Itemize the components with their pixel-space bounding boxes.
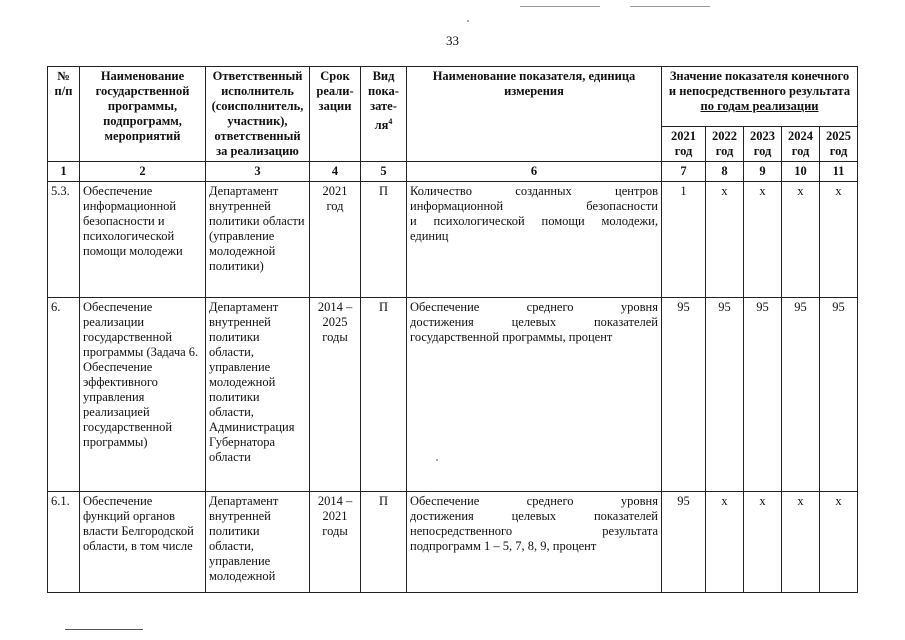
footnote-rule	[65, 629, 143, 630]
indicator-line: достижения целевых показателей	[410, 315, 658, 329]
header-number: № п/п	[48, 67, 80, 162]
row-value-2022: х	[706, 182, 744, 298]
row-name: Обеспечение информационной безопасности и психологической помощи молодежи	[80, 182, 206, 298]
row-value-2025: х	[820, 492, 858, 593]
column-number: 8	[706, 162, 744, 182]
row-value-2021: 1	[662, 182, 706, 298]
scan-dot	[467, 20, 469, 22]
header-year: 2022 год	[706, 127, 744, 162]
column-numbers-row	[48, 162, 858, 182]
indicator-line: Количество созданных центров	[410, 184, 658, 198]
header-year: 2025 год	[820, 127, 858, 162]
column-number: 9	[744, 162, 782, 182]
row-number: 6.	[48, 298, 80, 492]
header-indicator-type	[361, 67, 407, 162]
row-name: Обеспечение реализации государственной программы (Задача 6. Обеспечение эффективного управления реализацией государственной программы)	[80, 298, 206, 492]
row-value-2024: х	[782, 492, 820, 593]
header-values	[662, 67, 858, 127]
row-value-2023: 95	[744, 298, 782, 492]
indicator-line: информационной безопасности	[410, 199, 658, 213]
row-value-2023: х	[744, 182, 782, 298]
header-term: Срок реали-зации	[310, 67, 361, 162]
indicator-line: подпрограмм 1 – 5, 7, 8, 9, процент	[410, 539, 597, 553]
column-number: 5	[361, 162, 407, 182]
row-indicator	[407, 182, 662, 298]
column-number: 11	[820, 162, 858, 182]
header-row	[48, 67, 858, 127]
column-number: 4	[310, 162, 361, 182]
top-rule-left	[520, 6, 600, 7]
row-value-2025: 95	[820, 298, 858, 492]
top-rule-right	[630, 6, 710, 7]
row-executor: Департамент внутренней политики области, управление молодежной политики области, Администрация Губернатора области	[206, 298, 310, 492]
table-row	[48, 492, 858, 593]
header-values-subtitle: по годам реализации	[700, 99, 819, 113]
indicator-line: непосредственного результата	[410, 524, 658, 538]
column-number: 3	[206, 162, 310, 182]
header-year: 2021 год	[662, 127, 706, 162]
header-indicator-name: Наименование показателя, единица измерения	[407, 67, 662, 162]
indicator-table	[47, 66, 858, 593]
row-name: Обеспечение функций органов власти Белгородской области, в том числе	[80, 492, 206, 593]
table-row	[48, 298, 858, 492]
row-type: П	[361, 492, 407, 593]
row-term: 2021 год	[310, 182, 361, 298]
row-value-2022: х	[706, 492, 744, 593]
row-value-2024: 95	[782, 298, 820, 492]
column-number: 10	[782, 162, 820, 182]
header-executor: Ответственный исполнитель (соисполнитель, участник), ответственный за реализацию	[206, 67, 310, 162]
footnote-marker: 4	[388, 117, 393, 126]
row-number: 5.3.	[48, 182, 80, 298]
row-term: 2014 – 2025 годы	[310, 298, 361, 492]
row-executor: Департамент внутренней политики области, управление молодежной	[206, 492, 310, 593]
header-values-title: Значение показателя конечного и непосредственного результата	[668, 69, 851, 98]
table-row	[48, 182, 858, 298]
header-indicator-type-text: Вид пока-зате-ля	[368, 69, 399, 133]
row-number: 6.1.	[48, 492, 80, 593]
column-number: 7	[662, 162, 706, 182]
column-number: 6	[407, 162, 662, 182]
header-year: 2023 год	[744, 127, 782, 162]
indicator-line: Обеспечение среднего уровня	[410, 300, 658, 314]
row-term: 2014 – 2021 годы	[310, 492, 361, 593]
row-value-2023: х	[744, 492, 782, 593]
page-number: 33	[446, 33, 459, 48]
indicator-line: Обеспечение среднего уровня	[410, 494, 658, 508]
row-value-2021: 95	[662, 492, 706, 593]
column-number: 1	[48, 162, 80, 182]
indicator-line: государственной программы, процент	[410, 330, 613, 344]
row-executor: Департамент внутренней политики области (управление молодежной политики)	[206, 182, 310, 298]
indicator-line: и психологической помощи молодежи, единиц	[410, 214, 658, 243]
row-value-2025: х	[820, 182, 858, 298]
header-program-name: Наименование государственной программы, подпрограмм, мероприятий	[80, 67, 206, 162]
row-type: П	[361, 298, 407, 492]
column-number: 2	[80, 162, 206, 182]
row-type: П	[361, 182, 407, 298]
indicator-line: достижения целевых показателей	[410, 509, 658, 523]
row-indicator	[407, 298, 662, 492]
row-value-2024: х	[782, 182, 820, 298]
row-value-2022: 95	[706, 298, 744, 492]
header-year: 2024 год	[782, 127, 820, 162]
row-indicator	[407, 492, 662, 593]
row-value-2021: 95	[662, 298, 706, 492]
